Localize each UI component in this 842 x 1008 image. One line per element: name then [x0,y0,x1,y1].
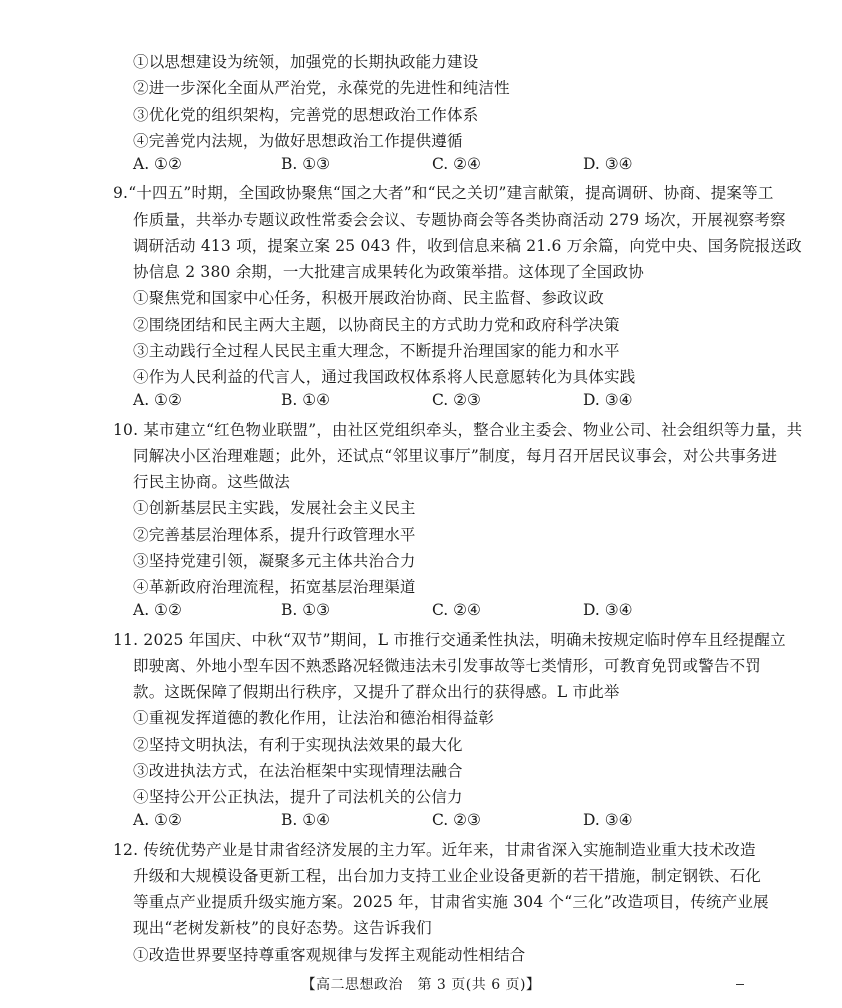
q10-stem-line-2: 同解决小区治理难题；此外，还试点“邻里议事厅”制度，每月召开居民议事会，对公共事务进 [133,447,778,465]
q11-option-a: A. ①② [133,811,182,829]
prev-choice-2: ②进一步深化全面从严治党，永葆党的先进性和纯洁性 [133,79,510,97]
q12-stem-line-3: 等重点产业提质升级实施方案。2025 年，甘肃省实施 304 个“三化”改造项目，传统产业展 [133,893,769,911]
prev-option-c: C. ②④ [432,155,481,173]
page-footer: 【高二思想政治 第 3 页(共 6 页)】 [301,977,541,993]
q9-option-c: C. ②③ [432,391,481,409]
prev-option-b: B. ①③ [281,155,331,173]
q9-stem-line-4: 协信息 2 380 余期，一大批建言成果转化为政策举措。这体现了全国政协 [133,263,644,281]
prev-choice-3: ③优化党的组织架构，完善党的思想政治工作体系 [133,106,479,124]
q11-option-c: C. ②③ [432,811,481,829]
q9-choice-3: ③主动践行全过程人民民主重大理念，不断提升治理国家的能力和水平 [133,342,620,360]
q9-stem-line-2: 作质量，共举办专题议政性常委会会议、专题协商会等各类协商活动 279 场次，开展视察考察 [133,211,786,229]
q9-choice-4: ④作为人民利益的代言人，通过我国政权体系将人民意愿转化为具体实践 [133,368,636,386]
q11-choice-2: ②坚持文明执法，有利于实现执法效果的最大化 [133,736,463,754]
q9-stem-line-1: 9.“十四五”时期，全国政协聚焦“国之大者”和“民之关切”建言献策，提高调研、协商、提案等工 [113,184,774,202]
q11-stem-line-2: 即驶离、外地小型车因不熟悉路况轻微违法未引发事故等七类情形，可教育免罚或警告不罚 [133,657,762,675]
q11-choice-3: ③改进执法方式，在法治框架中实现情理法融合 [133,762,463,780]
q10-choice-1: ①创新基层民主实践，发展社会主义民主 [133,499,416,517]
q12-stem-line-2: 升级和大规模设备更新工程，出台加力支持工业企业设备更新的若干措施，制定钢铁、石化 [133,867,762,885]
prev-option-a: A. ①② [133,155,182,173]
q11-option-b: B. ①④ [281,811,331,829]
q10-option-a: A. ①② [133,601,182,619]
q12-choice-1: ①改造世界要坚持尊重客观规律与发挥主观能动性相结合 [133,946,526,964]
q10-choice-4: ④革新政府治理流程，拓宽基层治理渠道 [133,578,416,596]
q11-stem-line-3: 款。这既保障了假期出行秩序，又提升了群众出行的获得感。L 市此举 [133,683,620,701]
prev-choice-4: ④完善党内法规，为做好思想政治工作提供遵循 [133,132,463,150]
q9-stem-line-3: 调研活动 413 项，提案立案 25 043 件，收到信息来稿 21.6 万余篇，向党中央、国务院报送政 [133,237,802,255]
q11-choice-1: ①重视发挥道德的教化作用，让法治和德治相得益彰 [133,709,495,727]
q10-stem-line-3: 行民主协商。这些做法 [133,473,291,491]
q9-option-b: B. ①④ [281,391,331,409]
q9-choice-2: ②围绕团结和民主两大主题，以协商民主的方式助力党和政府科学决策 [133,316,620,334]
q10-choice-3: ③坚持党建引领，凝聚多元主体共治合力 [133,552,416,570]
q10-option-b: B. ①③ [281,601,331,619]
q9-option-a: A. ①② [133,391,182,409]
q9-choice-1: ①聚焦党和国家中心任务，积极开展政治协商、民主监督、参政议政 [133,289,605,307]
q10-choice-2: ②完善基层治理体系，提升行政管理水平 [133,526,416,544]
footer-dash [736,984,744,985]
q11-choice-4: ④坚持公开公正执法，提升了司法机关的公信力 [133,788,463,806]
q12-stem-line-1: 12. 传统优势产业是甘肃省经济发展的主力军。近年来，甘肃省深入实施制造业重大技术改造 [113,841,756,859]
prev-option-d: D. ③④ [583,155,633,173]
q10-stem-line-1: 10. 某市建立“红色物业联盟”，由社区党组织牵头，整合业主委会、物业公司、社会组织等力量，共 [113,421,803,439]
q11-option-d: D. ③④ [583,811,633,829]
prev-choice-1: ①以思想建设为统领，加强党的长期执政能力建设 [133,53,479,71]
q10-option-d: D. ③④ [583,601,633,619]
q9-option-d: D. ③④ [583,391,633,409]
q11-stem-line-1: 11. 2025 年国庆、中秋“双节”期间，L 市推行交通柔性执法，明确未按规定临时停车且经提醒立 [113,631,786,649]
q12-stem-line-4: 现出“老树发新枝”的良好态势。这告诉我们 [133,919,432,937]
q10-option-c: C. ②④ [432,601,481,619]
